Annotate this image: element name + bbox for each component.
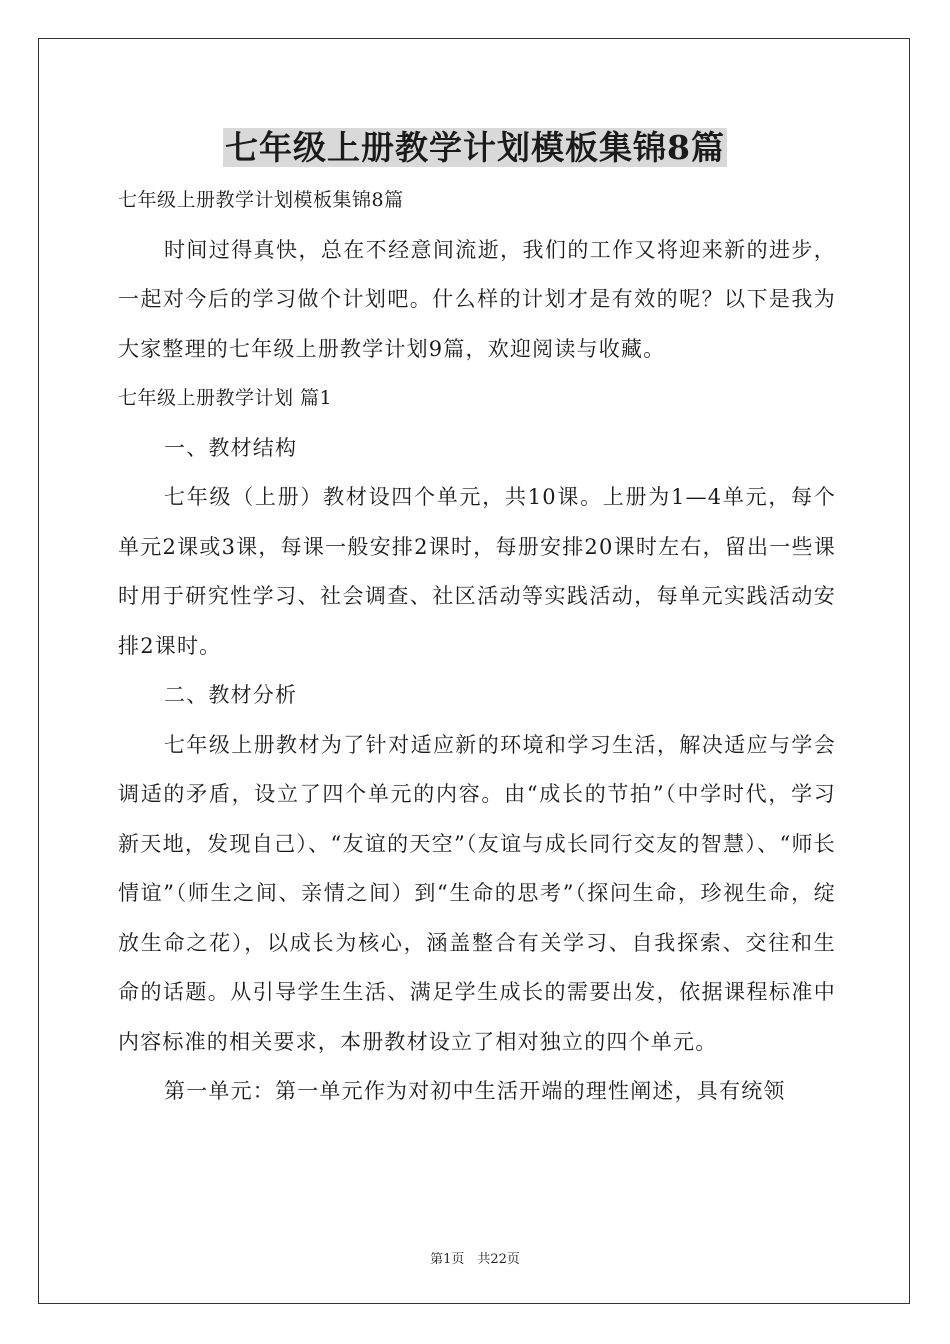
document-title-text: 七年级上册教学计划模板集锦8篇 <box>225 128 725 167</box>
document-subtitle: 七年级上册教学计划模板集锦8篇 <box>118 189 404 211</box>
page-footer <box>0 1248 950 1267</box>
subheading-textbook-analysis: 二、教材分析 <box>164 683 298 707</box>
document-title <box>0 128 950 168</box>
paragraph-textbook-structure: 七年级（上册）教材设四个单元，共10课。上册为1—4单元，每个单元2课或3课，每课一般安排2课时，每册安排20课时左右，留出一些课时用于研究性学习、社会调查、社区活动等实践活动，每单元实践活动安排2课时。 <box>118 485 836 658</box>
page-number: 第1页 共22页 <box>430 1252 520 1267</box>
paragraph-unit-one: 第一单元：第一单元作为对初中生活开端的理性阐述，具有统领 <box>164 1079 786 1103</box>
document-body <box>118 176 836 1117</box>
subheading-textbook-structure: 一、教材结构 <box>164 435 298 460</box>
section-heading-plan-1: 七年级上册教学计划 篇1 <box>118 387 333 409</box>
intro-paragraph: 时间过得真快，总在不经意间流逝，我们的工作又将迎来新的进步，一起对今后的学习做个计划吧。什么样的计划才是有效的呢？以下是我为大家整理的七年级上册教学计划9篇，欢迎阅读与收藏。 <box>118 237 836 361</box>
paragraph-textbook-analysis: 七年级上册教材为了针对适应新的环境和学习生活，解决适应与学会调适的矛盾，设立了四个单元的内容。由“成长的节拍”（中学时代，学习新天地，发现自己）、“友谊的天空”（友谊与成长同行交友的智慧）、“师长情谊”（师生之间、亲情之间）到“生命的思考”（探问生命，珍视生命，绽放生命之花），以成长为核心，涵盖整合有关学习、自我探索、交往和生命的话题。从引导学生生活、满足学生成长的需要出发，依据课程标准中内容标准的相关要求，本册教材设立了相对独立的四个单元。 <box>118 732 836 1054</box>
